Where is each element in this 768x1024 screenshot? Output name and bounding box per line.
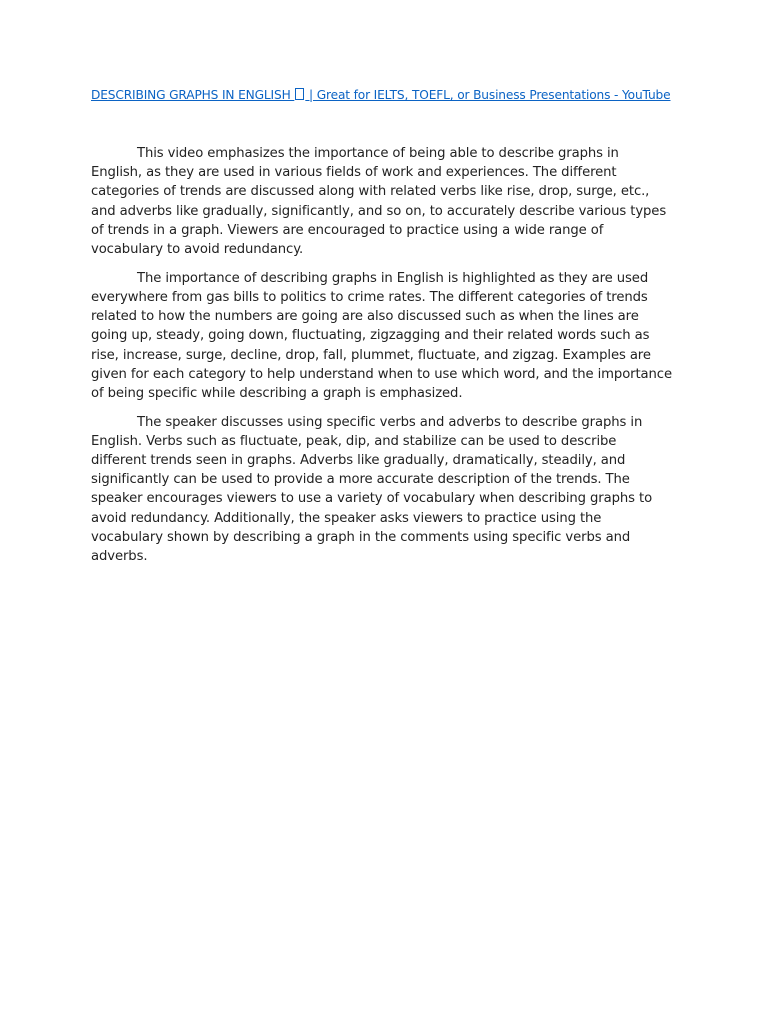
missing-glyph-icon: [295, 88, 304, 100]
youtube-video-link[interactable]: [91, 86, 673, 104]
link-text-start: DESCRIBING GRAPHS IN ENGLISH: [91, 88, 295, 102]
summary-paragraph-1: This video emphasizes the importance of being able to describe graphs in English, as they are used in various fields of work and experiences. The different categories of trends are discussed along with related verbs like rise, drop, surge, etc., and adverbs like gradually, significantly, and so on, to accurately describe various types of trends in a graph. Viewers are encouraged to practice using a wide range of vocabulary to avoid redundancy.: [91, 146, 667, 258]
link-text-end: | Great for IELTS, TOEFL, or Business Presentations - YouTube: [305, 88, 671, 102]
document-page: [91, 86, 673, 576]
summary-paragraph-3: The speaker discusses using specific verbs and adverbs to describe graphs in English. Verbs such as fluctuate, peak, dip, and stabilize can be used to describe different trends seen in graphs. Adverbs like gradually, dramatically, steadily, and significantly can be used to provide a more accurate description of the trends. The speaker encourages viewers to use a variety of vocabulary when describing graphs to avoid redundancy. Additionally, the speaker asks viewers to practice using the vocabulary shown by describing a graph in the comments using specific verbs and adverbs.: [91, 414, 653, 565]
summary-paragraph-2: The importance of describing graphs in English is highlighted as they are used everywhere from gas bills to politics to crime rates. The different categories of trends related to how the numbers are going are also discussed such as when the lines are going up, steady, going down, fluctuating, zigzagging and their related words such as rise, increase, surge, decline, drop, fall, plummet, fluctuate, and zigzag. Examples are given for each category to help understand when to use which word, and the importance of being specific while describing a graph is emphasized.: [91, 270, 672, 401]
summary-body: [91, 144, 673, 566]
